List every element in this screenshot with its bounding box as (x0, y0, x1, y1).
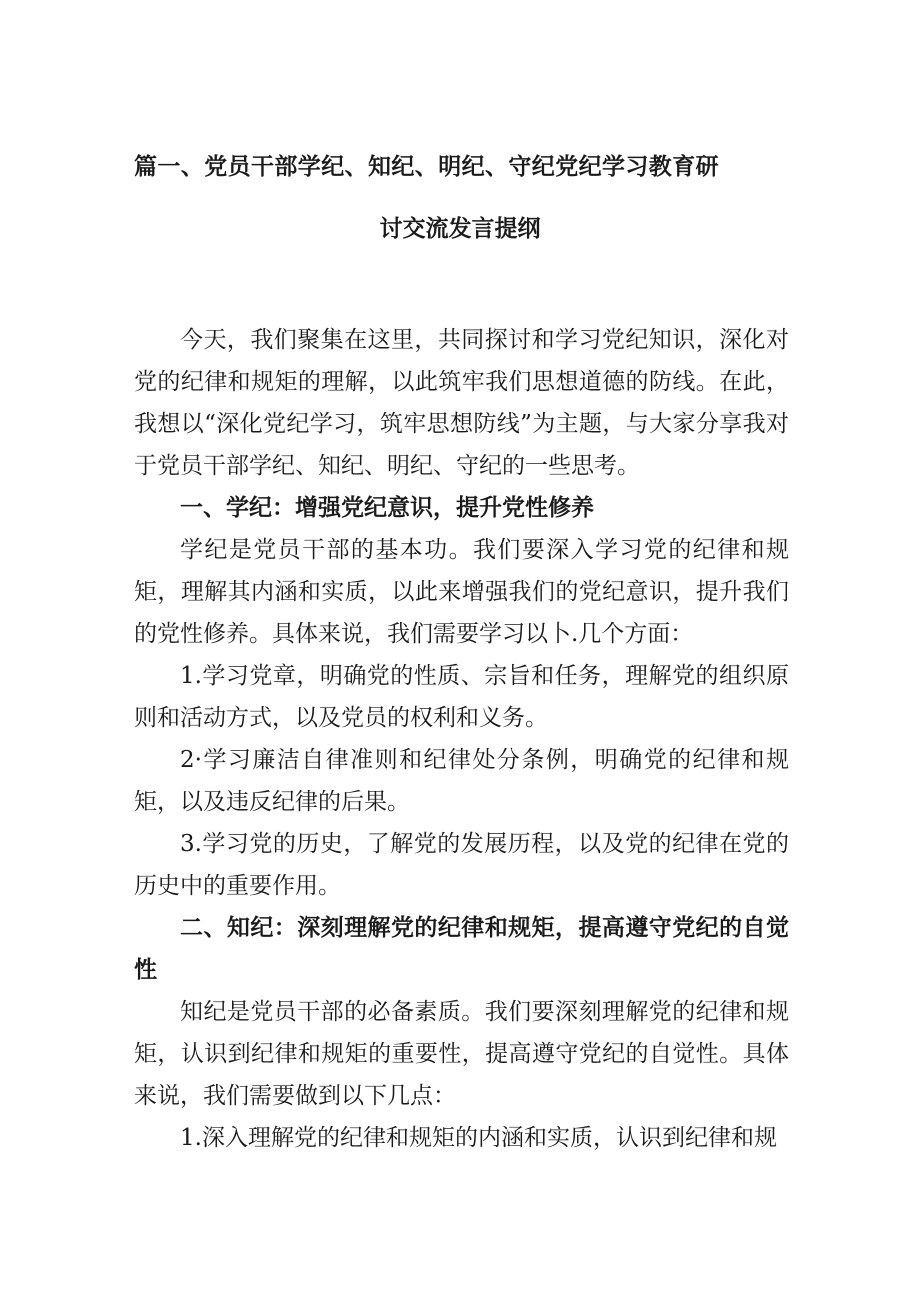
section-2-item-1: 1.深入理解党的纪律和规矩的内涵和实质，认识到纪律和规 (180, 1125, 777, 1151)
document-title-line-2: 讨交流发言提纲 (379, 215, 541, 242)
intro-paragraph: 今天，我们聚集在这里，共同探讨和学习党纪知识，深化对党的纪律和规矩的理解，以此筑牢我们思想道德的防线。在此，我想以“深化党纪学习，筑牢思想防线”为主题，与大家分享我对于党员干部学纪、知纪、明纪、守纪的一些思考。 (134, 327, 789, 479)
section-1-item-2: 2·学习廉洁自律准则和纪律处分条例，明确党的纪律和规矩，以及违反纪律的后果。 (134, 747, 789, 815)
document-title-line-1: 篇一、党员干部学纪、知纪、明纪、守纪党纪学习教育研 (134, 153, 719, 180)
section-heading-2: 二、知纪：深刻理解党的纪律和规矩，提高遵守党纪的自觉性 (134, 914, 789, 983)
section-1-item-1: 1.学习党章，明确党的性质、宗旨和任务，理解党的组织原则和活动方式，以及党员的权利和义务。 (134, 663, 789, 731)
section-1-paragraph: 学纪是党员干部的基本功。我们要深入学习党的纪律和规矩，理解其内涵和实质，以此来增强我们的党纪意识，提升我们的党性修养。具体来说，我们需要学习以卜.几个方面： (134, 537, 789, 647)
document-body (134, 319, 789, 1159)
section-2-paragraph: 知纪是党员干部的必备素质。我们要深刻理解党的纪律和规矩，认识到纪律和规矩的重要性，提高遵守党纪的自觉性。具体来说，我们需要做到以下几点： (134, 999, 789, 1109)
section-1-item-3: 3.学习党的历史，了解党的发展历程，以及党的纪律在党的历史中的重要作用。 (134, 831, 789, 899)
section-heading-1: 一、学纪：增强党纪意识，提升党性修养 (180, 494, 594, 521)
